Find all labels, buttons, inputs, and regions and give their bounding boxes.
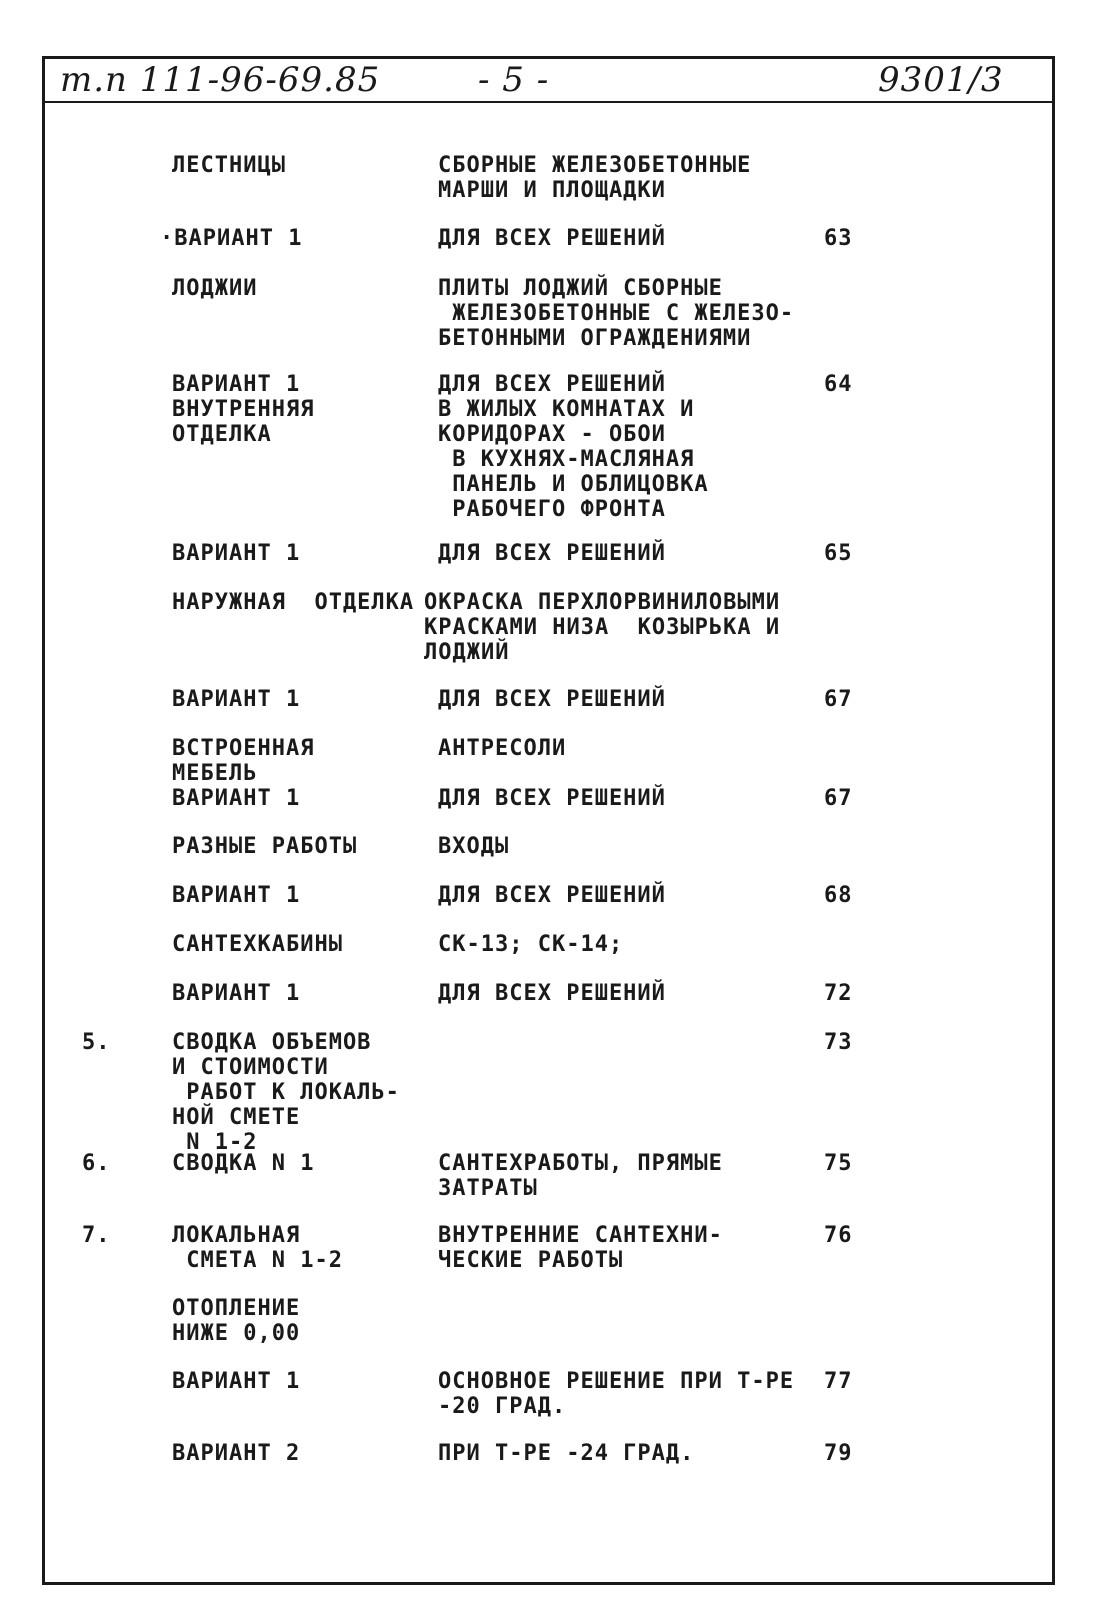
- row-title: ·ВАРИАНТ 1: [160, 226, 303, 251]
- row-page: 72: [824, 981, 853, 1006]
- row-title: НАРУЖНАЯ ОТДЕЛКА: [172, 590, 415, 615]
- row-number: 6.: [82, 1151, 111, 1176]
- row-title: ЛЕСТНИЦЫ: [172, 153, 286, 178]
- row-title: РАЗНЫЕ РАБОТЫ: [172, 834, 358, 859]
- row-title: ВАРИАНТ 1: [172, 541, 301, 566]
- row-title: ЛОКАЛЬНАЯ СМЕТА N 1-2: [172, 1223, 343, 1273]
- row-description: ДЛЯ ВСЕХ РЕШЕНИЙ В ЖИЛЫХ КОМНАТАХ И КОРИДОРАХ - ОБОИ В КУХНЯХ-МАСЛЯНАЯ ПАНЕЛЬ И ОБЛИЦОВКА РАБОЧЕГО ФРОНТА: [438, 372, 709, 522]
- row-title: ВАРИАНТ 1: [172, 687, 301, 712]
- row-title: ВАРИАНТ 1: [172, 981, 301, 1006]
- row-description: ДЛЯ ВСЕХ РЕШЕНИЙ: [438, 981, 666, 1006]
- row-description: ДЛЯ ВСЕХ РЕШЕНИЙ: [438, 541, 666, 566]
- row-page: 76: [824, 1223, 853, 1248]
- row-description: АНТРЕСОЛИ ДЛЯ ВСЕХ РЕШЕНИЙ: [438, 736, 666, 811]
- row-title: ЛОДЖИИ: [172, 276, 258, 301]
- row-description: ВНУТРЕННИЕ САНТЕХНИ- ЧЕСКИЕ РАБОТЫ: [438, 1223, 723, 1273]
- row-page: 65: [824, 541, 853, 566]
- sheet-code: 9301/3: [878, 60, 1004, 100]
- row-description: ОСНОВНОЕ РЕШЕНИЕ ПРИ Т-РЕ -20 ГРАД.: [438, 1369, 795, 1419]
- row-title: ОТОПЛЕНИЕ НИЖЕ 0,00: [172, 1296, 301, 1346]
- row-title: ВАРИАНТ 2: [172, 1441, 301, 1466]
- row-page: 67: [824, 687, 853, 712]
- row-page: 68: [824, 883, 853, 908]
- row-description: СК-13; СК-14;: [438, 932, 624, 957]
- row-description: СБОРНЫЕ ЖЕЛЕЗОБЕТОННЫЕ МАРШИ И ПЛОЩАДКИ: [438, 153, 752, 203]
- row-page: 64: [824, 372, 853, 397]
- header-divider: [42, 101, 1055, 103]
- row-number: 7.: [82, 1223, 111, 1248]
- row-page: 73: [824, 1030, 853, 1055]
- row-description: ПРИ Т-РЕ -24 ГРАД.: [438, 1441, 695, 1466]
- row-page: 75: [824, 1151, 853, 1176]
- row-number: 5.: [82, 1030, 111, 1055]
- row-title: ВАРИАНТ 1: [172, 1369, 301, 1394]
- row-title: САНТЕХКАБИНЫ: [172, 932, 343, 957]
- row-page: 63: [824, 226, 853, 251]
- row-description: ПЛИТЫ ЛОДЖИЙ СБОРНЫЕ ЖЕЛЕЗОБЕТОННЫЕ С ЖЕЛЕЗО- БЕТОННЫМИ ОГРАЖДЕНИЯМИ: [438, 276, 795, 351]
- row-description: ДЛЯ ВСЕХ РЕШЕНИЙ: [438, 687, 666, 712]
- row-title: ВСТРОЕННАЯ МЕБЕЛЬ ВАРИАНТ 1: [172, 736, 315, 811]
- doc-code: т.п 111-96-69.85: [60, 60, 381, 100]
- row-description: ВХОДЫ: [438, 834, 510, 859]
- row-description: САНТЕХРАБОТЫ, ПРЯМЫЕ ЗАТРАТЫ: [438, 1151, 723, 1201]
- row-title: ВАРИАНТ 1 ВНУТРЕННЯЯ ОТДЕЛКА: [172, 372, 315, 447]
- row-description: ДЛЯ ВСЕХ РЕШЕНИЙ: [438, 226, 666, 251]
- row-title: СВОДКА ОБЪЕМОВ И СТОИМОСТИ РАБОТ К ЛОКАЛЬ- НОЙ СМЕТЕ N 1-2: [172, 1030, 400, 1155]
- page-number: - 5 -: [478, 60, 550, 100]
- row-page: 79: [824, 1441, 853, 1466]
- row-page: 77: [824, 1369, 853, 1394]
- row-page: 67: [824, 786, 853, 811]
- row-title: СВОДКА N 1: [172, 1151, 315, 1176]
- row-description: ОКРАСКА ПЕРХЛОРВИНИЛОВЫМИ КРАСКАМИ НИЗА КОЗЫРЬКА И ЛОДЖИЙ: [424, 590, 781, 665]
- row-description: ДЛЯ ВСЕХ РЕШЕНИЙ: [438, 883, 666, 908]
- row-title: ВАРИАНТ 1: [172, 883, 301, 908]
